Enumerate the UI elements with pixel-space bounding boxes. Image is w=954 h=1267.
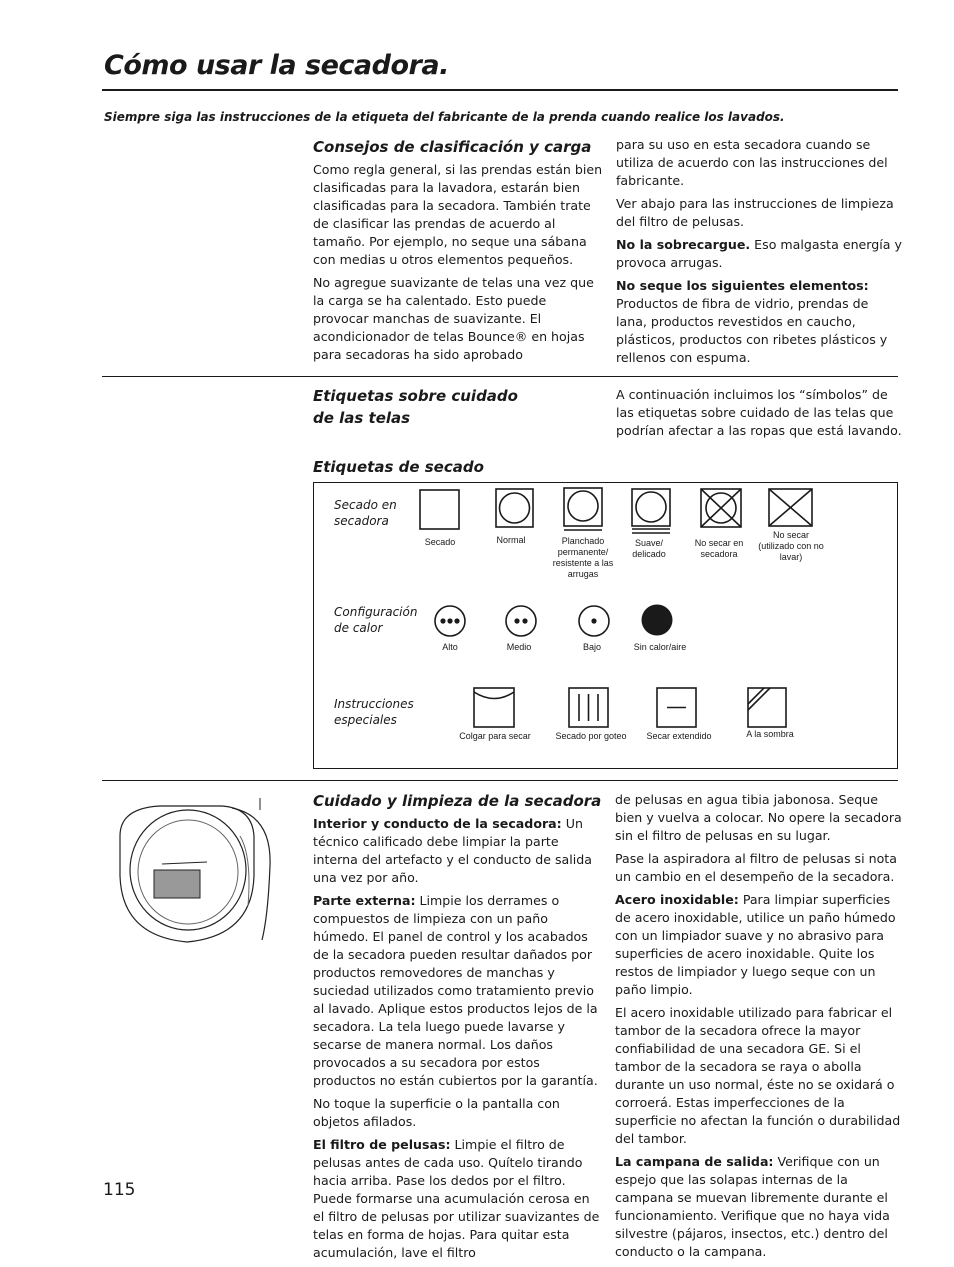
permanent-press-symbol <box>564 488 602 530</box>
care-paragraph <box>313 1136 603 1262</box>
dryer-lint-filter-illustration <box>112 796 282 946</box>
care-text: Verifique con un espejo que las solapas internas de la campana se muevan libremente durante el funcionamiento. Verifique que no haya vida silvestre (pájaros, insectos, etc.) dentro del conducto o la campana. <box>615 1154 890 1259</box>
symbol-caption: No secar en secadora <box>694 538 744 559</box>
care-heading: Cuidado y limpieza de la secadora <box>313 792 602 810</box>
intro-note: Siempre siga las instrucciones de la etiqueta del fabricante de la prenda cuando realice los lavados. <box>104 110 785 124</box>
symbol-caption: Bajo <box>582 642 601 652</box>
row-label-heat-setting: Configuración de calor <box>334 605 418 635</box>
care-paragraph <box>313 892 603 1090</box>
sorting-left-column <box>313 136 603 369</box>
care-bold: Interior y conducto de la secadora: <box>313 816 562 831</box>
care-left-column <box>313 790 603 1267</box>
care-symbols-graphic <box>314 483 899 770</box>
tumble-dry-symbol <box>420 490 459 529</box>
fabric-labels-text: A continuación incluimos los “símbolos” de las etiquetas sobre cuidado de las telas que podrían afectar a las ropas que está lavando. <box>616 387 902 438</box>
care-text: Un técnico calificado debe limpiar la parte interna del artefacto y el conducto de salida una vez por año. <box>313 816 592 885</box>
symbol-caption: Alto <box>442 642 458 652</box>
do-not-dry-text: Productos de fibra de vidrio, prendas de lana, productos revestidos en caucho, plásticos, productos con ribetes plásticos y rellenos con espuma. <box>616 296 888 365</box>
dry-in-shade-symbol <box>748 688 786 727</box>
care-paragraph: El acero inoxidable utilizado para fabricar el tambor de la secadora ofrece la mayor confiabilidad de una secadora GE. Si el tambor de la secadora se raya o abolla durante un uso normal, éste no se oxidará o corroerá. Estas imperfecciones de la superficie no afectan la función o durabilidad del tambor. <box>615 1005 901 1146</box>
overload-text: Eso malgasta energía y provoca arrugas. <box>616 237 902 270</box>
page-number: 115 <box>103 1180 136 1200</box>
symbol-caption: Secar extendido <box>646 731 712 741</box>
do-not-dry-symbol <box>769 489 812 526</box>
heat-high-symbol <box>435 606 465 636</box>
dry-flat-symbol <box>657 688 696 727</box>
title-rule <box>102 89 898 91</box>
care-paragraph: de pelusas en agua tibia jabonosa. Seque bien y vuelva a colocar. No opere la secadora sin el filtro de pelusas en su lugar. <box>615 792 902 843</box>
tumble-dry-normal-symbol <box>496 489 533 527</box>
drying-symbols-table <box>313 482 898 769</box>
fabric-labels-heading: Etiquetas sobre cuidado de las telas <box>313 387 518 427</box>
heat-low-symbol <box>579 606 609 636</box>
section-divider <box>102 376 898 377</box>
care-paragraph <box>313 815 603 887</box>
care-right-column <box>615 791 903 1266</box>
symbol-caption: Medio <box>506 642 532 652</box>
line-dry-symbol <box>474 688 514 727</box>
care-paragraph <box>615 1153 903 1261</box>
no-heat-symbol <box>642 605 673 636</box>
symbol-caption: Sin calor/aire <box>633 642 687 652</box>
row-label-special: Instrucciones especiales <box>334 697 414 727</box>
heat-medium-symbol <box>506 606 536 636</box>
symbol-caption: Secado <box>424 537 456 547</box>
sorting-paragraph: Ver abajo para las instrucciones de limpieza del filtro de pelusas. <box>616 196 894 229</box>
do-not-dry-list <box>616 277 902 367</box>
drip-dry-symbol <box>569 688 608 727</box>
do-not-dry-bold: No seque los siguientes elementos: <box>616 278 869 293</box>
delicate-symbol <box>632 489 670 533</box>
care-paragraph: Pase la aspiradora al filtro de pelusas si nota un cambio en el desempeño de la secadora. <box>615 851 897 884</box>
overload-warning <box>616 236 902 272</box>
sorting-paragraph: No agregue suavizante de telas una vez que la carga se ha calentado. Esto puede provocar manchas de suavizante. El acondicionador de telas Bounce® en hojas para secadoras ha sido aprobado <box>313 275 594 362</box>
symbol-caption: Colgar para secar <box>459 731 531 741</box>
care-bold: El filtro de pelusas: <box>313 1137 451 1152</box>
care-text: Para limpiar superficies de acero inoxidable, utilice un paño húmedo con un limpiador suave y no abrasivo para superficies de acero inoxidable. Quite los restos de limpiador y luego seque con un paño limpio. <box>615 892 896 997</box>
section-divider <box>102 780 898 781</box>
care-text: Limpie los derrames o compuestos de limpieza con un paño húmedo. El panel de control y los acabados de la secadora pueden resultar dañados por productos removedores de manchas y suciedad utilizados como tratamiento previo al lavado. Aplique estos productos lejos de la secadora. La tela luego puede lavarse y secarse de manera normal. Los daños provocados a su secadora por estos productos no están cubiertos por la garantía. <box>313 893 598 1088</box>
care-bold: La campana de salida: <box>615 1154 774 1169</box>
symbol-caption: No secar (utilizado con no lavar) <box>758 530 824 562</box>
care-bold: Parte externa: <box>313 893 416 908</box>
symbol-caption: Secado por goteo <box>555 731 627 741</box>
sorting-right-column <box>616 136 902 372</box>
care-text: Limpie el filtro de pelusas antes de cada uso. Quítelo tirando hacia arriba. Pase los dedos por el filtro. Puede formarse una acumulación cerosa en el filtro de pelusas por utilizar suavizantes de telas en forma de hojas. Para quitar esta acumulación, lave el filtro <box>313 1137 600 1260</box>
care-paragraph: No toque la superficie o la pantalla con objetos afilados. <box>313 1096 560 1129</box>
symbol-caption: Normal <box>496 535 526 545</box>
do-not-tumble-dry-symbol <box>701 489 741 527</box>
symbol-caption: Suave/ delicado <box>632 538 666 559</box>
drying-labels-heading: Etiquetas de secado <box>313 458 484 476</box>
sorting-heading: Consejos de clasificación y carga <box>313 138 592 156</box>
row-label-tumble-dry: Secado en secadora <box>334 498 397 528</box>
symbol-caption: Planchado permanente/ resistente a las arrugas <box>552 536 614 579</box>
sorting-paragraph: para su uso en esta secadora cuando se utiliza de acuerdo con las instrucciones del fabricante. <box>616 137 888 188</box>
care-paragraph <box>615 891 903 999</box>
page-title: Cómo usar la secadora. <box>104 50 449 81</box>
care-bold: Acero inoxidable: <box>615 892 739 907</box>
symbol-caption: A la sombra <box>746 729 794 739</box>
sorting-paragraph: Como regla general, si las prendas están bien clasificadas para la lavadora, estarán bien clasificadas para la secadora. También trate de clasificar las prendas de acuerdo al tamaño. Por ejemplo, no seque una sábana con medias u otros elementos pequeños. <box>313 162 603 267</box>
overload-bold: No la sobrecargue. <box>616 237 751 252</box>
